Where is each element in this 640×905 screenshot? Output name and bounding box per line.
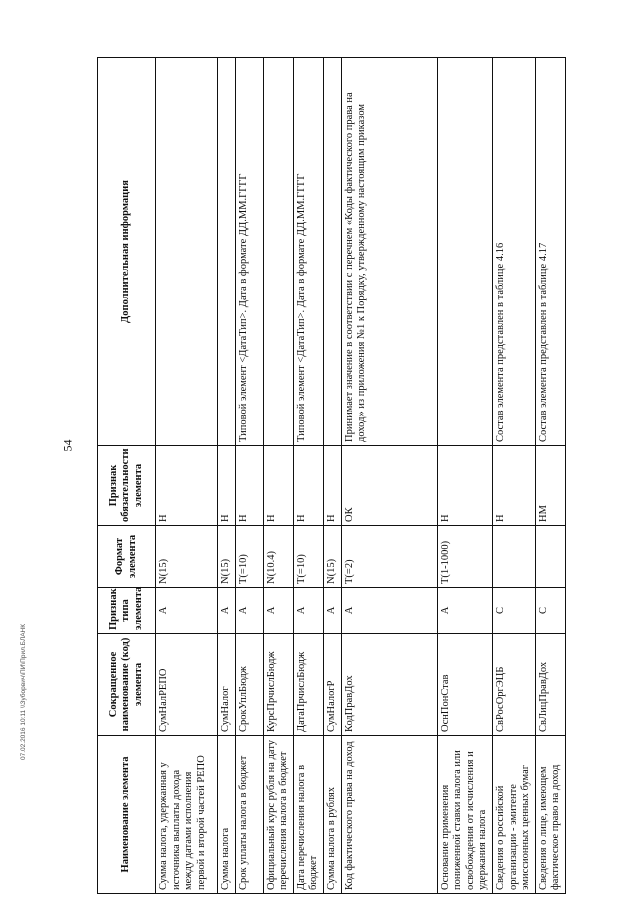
cell-type: А (235, 588, 263, 634)
table-row (235, 58, 263, 894)
cell-required: Н (235, 446, 263, 526)
table-row (323, 58, 341, 894)
cell-required: ОК (341, 446, 437, 526)
header-code: Сокращенное наименование (код) элемента (98, 634, 156, 736)
cell-name: Сведения о российской организации - эмитенте эмиссионных ценных бумаг (492, 736, 535, 894)
cell-required: Н (293, 446, 323, 526)
table-row (263, 58, 293, 894)
cell-required: Н (492, 446, 535, 526)
cell-name: Официальный курс рубля на дату перечисления налога в бюджет (263, 736, 293, 894)
cell-name: Дата перечисления налога в бюджет (293, 736, 323, 894)
cell-required: Н (156, 446, 218, 526)
cell-type: А (293, 588, 323, 634)
footer-note: 07.02.2016 10:11 \\Зуборвич\ПИ\Прил.БЛАНК (20, 623, 27, 760)
cell-name: Основание применения пониженной ставки налога или освобождения от исчисления и удержания налога (437, 736, 492, 894)
cell-required: Н (263, 446, 293, 526)
cell-format (492, 526, 535, 588)
cell-code: КодПравДох (341, 634, 437, 736)
cell-code: СумНалог (218, 634, 236, 736)
table-row (293, 58, 323, 894)
cell-type: А (341, 588, 437, 634)
cell-type: С (492, 588, 535, 634)
table-row (156, 58, 218, 894)
cell-code: СвЛицПравДох (535, 634, 565, 736)
cell-format: T(=10) (235, 526, 263, 588)
table-row (341, 58, 437, 894)
cell-type: А (263, 588, 293, 634)
cell-code: СумНалРЕПО (156, 634, 218, 736)
rotated-table (97, 58, 562, 894)
cell-info (437, 58, 492, 446)
header-type: Признак типа элемента (98, 588, 156, 634)
cell-info (263, 58, 293, 446)
cell-type: А (437, 588, 492, 634)
header-format: Формат элемента (98, 526, 156, 588)
table-row (535, 58, 565, 894)
cell-format: N(15) (218, 526, 236, 588)
cell-name: Сведения о лице, имеющем фактическое право на доход (535, 736, 565, 894)
cell-name: Сумма налога, удержанная у источника выплаты дохода между датами исполнения первой и второй частей РЕПО (156, 736, 218, 894)
page-number: 54 (60, 439, 75, 452)
cell-info: Состав элемента представлен в таблице 4.16 (492, 58, 535, 446)
cell-name: Сумма налога в рублях (323, 736, 341, 894)
cell-info (156, 58, 218, 446)
cell-code: КурсПрчислБюдж (263, 634, 293, 736)
cell-name: Сумма налога (218, 736, 236, 894)
elements-table (97, 57, 566, 894)
cell-info: Состав элемента представлен в таблице 4.17 (535, 58, 565, 446)
cell-format: T(1-1000) (437, 526, 492, 588)
table-header-row (98, 58, 156, 894)
cell-format: N(15) (156, 526, 218, 588)
cell-type: С (535, 588, 565, 634)
cell-format (535, 526, 565, 588)
cell-required: Н (437, 446, 492, 526)
cell-required: Н (218, 446, 236, 526)
cell-required: НМ (535, 446, 565, 526)
cell-code: ОснПонСтав (437, 634, 492, 736)
cell-code: СумНалогР (323, 634, 341, 736)
cell-info: Типовой элемент <ДатаТип>. Дата в формате ДД.ММ.ГГГГ (293, 58, 323, 446)
table-row (218, 58, 236, 894)
cell-format: T(=10) (293, 526, 323, 588)
cell-required: Н (323, 446, 341, 526)
cell-info: Типовой элемент <ДатаТип>. Дата в формате ДД.ММ.ГГГГ (235, 58, 263, 446)
cell-name: Код фактического права на доход (341, 736, 437, 894)
table-row (492, 58, 535, 894)
cell-info (218, 58, 236, 446)
cell-type: А (218, 588, 236, 634)
table-container (97, 58, 562, 894)
cell-type: А (156, 588, 218, 634)
header-info: Дополнительная информация (98, 58, 156, 446)
cell-info (323, 58, 341, 446)
cell-name: Срок уплаты налога в бюджет (235, 736, 263, 894)
cell-code: СвРосОргЭЦБ (492, 634, 535, 736)
cell-info: Принимает значение в соответствии с перечнем «Коды фактического права на доход» из приложения №1 к Порядку, утвержденному настоящим приказом (341, 58, 437, 446)
header-required: Признак обязательности элемента (98, 446, 156, 526)
cell-format: N(15) (323, 526, 341, 588)
cell-format: N(10.4) (263, 526, 293, 588)
header-name: Наименование элемента (98, 736, 156, 894)
cell-format: T(=2) (341, 526, 437, 588)
cell-type: А (323, 588, 341, 634)
table-row (437, 58, 492, 894)
cell-code: СрокУплБюдж (235, 634, 263, 736)
cell-code: ДатаПрчислБюдж (293, 634, 323, 736)
